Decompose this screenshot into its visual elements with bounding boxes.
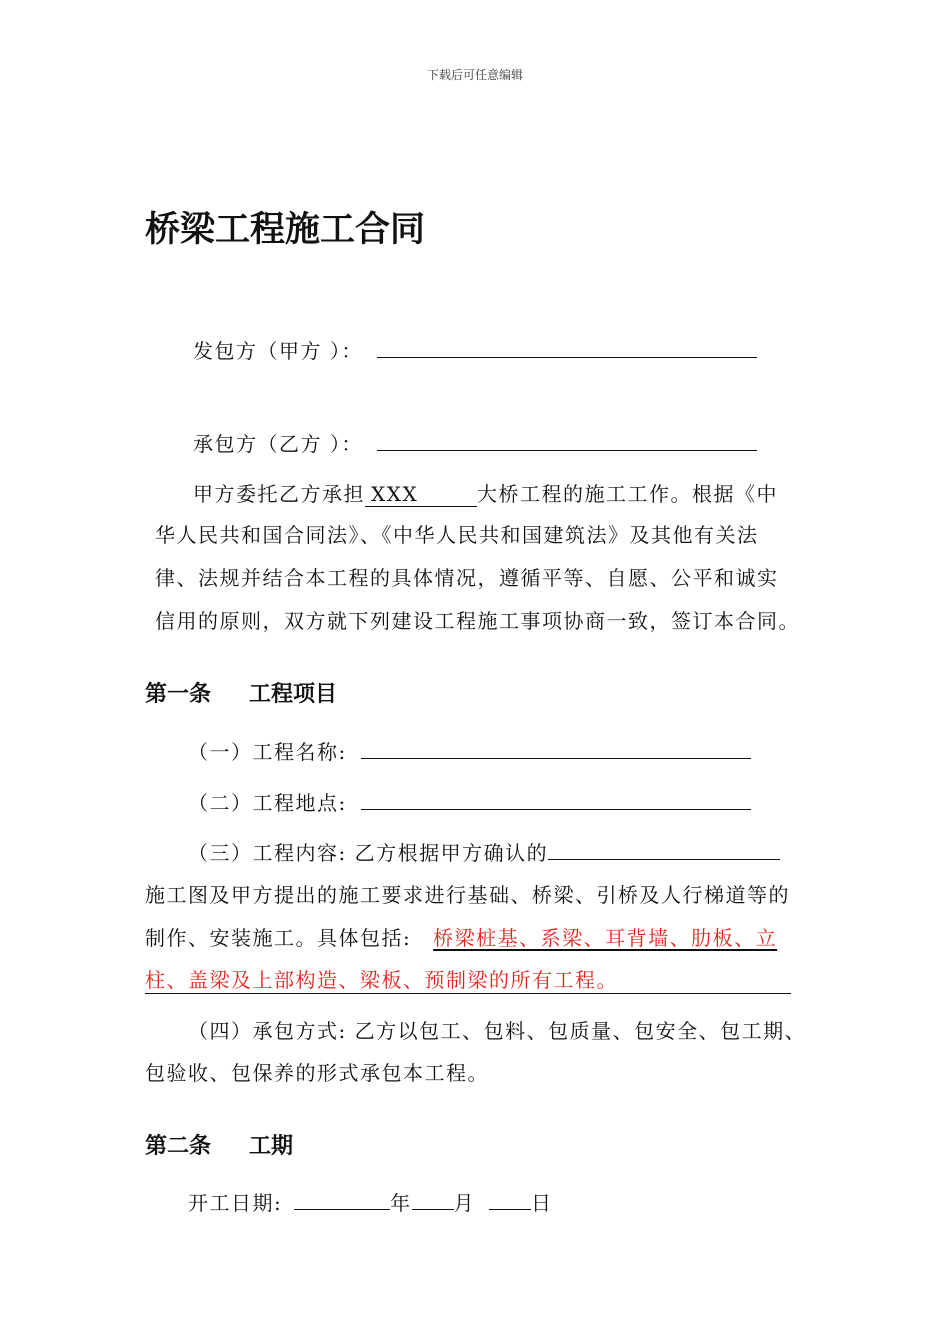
document-title: 桥梁工程施工合同: [145, 210, 426, 250]
intro-line-3: 律、法规并结合本工程的具体情况，遵循平等、自愿、公平和诚实: [155, 566, 779, 590]
item-project-location: [188, 787, 751, 816]
article-1-number: 第一条: [145, 682, 212, 707]
scope-highlight-2: 柱、盖梁及上部构造、梁板、预制梁的所有工程。: [145, 968, 618, 992]
start-month-blank: [412, 1189, 454, 1210]
party-b-row: [193, 428, 757, 457]
start-day-blank: [489, 1189, 531, 1210]
day-label: 日: [530, 1191, 553, 1215]
project-location-blank: [361, 789, 751, 810]
item-content-line-4: [145, 964, 791, 994]
party-a-blank: [377, 337, 757, 358]
month-label: 月: [453, 1191, 476, 1215]
intro-line-2: 华人民共和国合同法》、《中华人民共和国建筑法》及其他有关法: [155, 523, 759, 547]
start-date-label: 开工日期:: [188, 1191, 283, 1215]
year-label: 年: [390, 1191, 412, 1215]
party-b-label: 承包方（乙方 ）：: [193, 432, 363, 456]
item-project-content: [188, 837, 780, 866]
item-project-name: [188, 736, 751, 765]
intro-line-1-pre: 甲方委托乙方承担: [193, 482, 365, 506]
item-content-line-3: [145, 922, 777, 951]
item-content-line-2: 施工图及甲方提出的施工要求进行基础、桥梁、引桥及人行梯道等的: [145, 883, 790, 907]
item-contract-mode-line-1: （四）承包方式: 乙方以包工、包料、包质量、包安全、包工期、: [188, 1019, 807, 1043]
party-a-row: [193, 335, 757, 364]
intro-line-1-post: 大桥工程的施工工作。根据《中: [477, 482, 778, 506]
start-year-blank: [294, 1189, 390, 1210]
start-date-row: [188, 1187, 552, 1216]
article-2-title: 工期: [249, 1134, 294, 1159]
item-contract-mode-line-2: 包验收、包保养的形式承包本工程。: [145, 1061, 489, 1085]
party-b-blank: [377, 430, 757, 451]
item-content-line-3-pre: 制作、安装施工。具体包括:: [145, 926, 420, 950]
article-1-title: 工程项目: [249, 682, 338, 707]
project-name-value: XXX: [371, 482, 419, 506]
article-2-number: 第二条: [145, 1134, 212, 1159]
project-name-fill: [365, 482, 477, 507]
header-note: 下载后可任意编辑: [426, 68, 523, 82]
intro-line-1: [193, 478, 778, 507]
intro-line-4: 信用的原则，双方就下列建设工程施工事项协商一致，签订本合同。: [155, 609, 800, 633]
article-2-heading: [145, 1129, 293, 1160]
scope-highlight-underline: [145, 964, 791, 994]
scope-highlight-1: 桥梁桩基、系梁、耳背墙、肋板、立: [433, 926, 778, 950]
article-1-heading: [145, 677, 337, 708]
project-name-blank: [361, 738, 751, 759]
project-content-blank: [548, 839, 780, 860]
item-project-name-label: （一）工程名称:: [188, 740, 347, 764]
party-a-label: 发包方（甲方 ）：: [193, 339, 363, 363]
item-project-content-label: （三）工程内容: 乙方根据甲方确认的: [188, 841, 549, 865]
item-project-location-label: （二）工程地点:: [188, 791, 347, 815]
